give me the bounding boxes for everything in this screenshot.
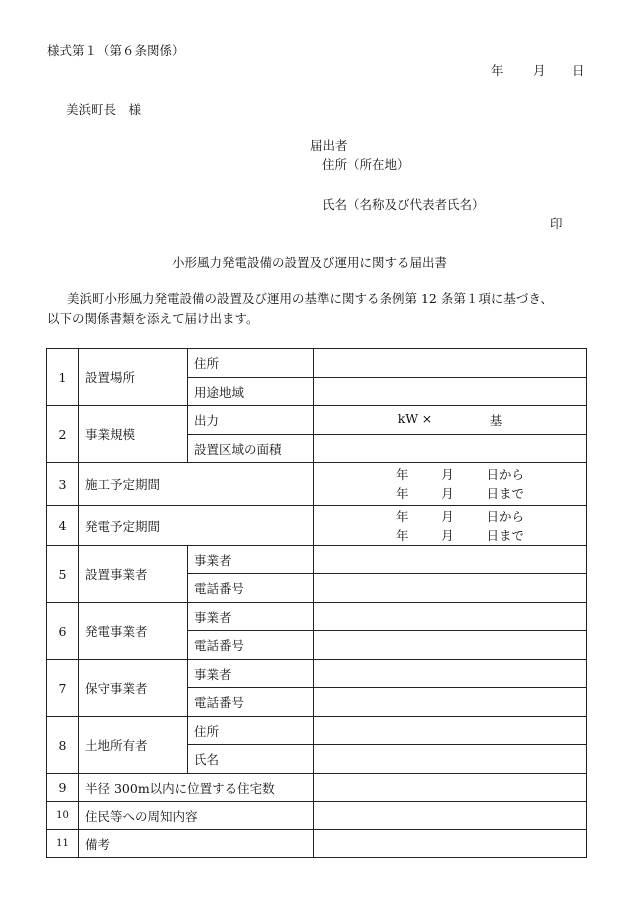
row-6-number: 6 [47,603,79,660]
row-4-value-period[interactable]: 年 月 日から 年 月 日まで [314,506,587,546]
row-11-number: 11 [47,830,79,858]
row-1-number: 1 [47,349,79,406]
addressee: 美浜町長 様 [66,102,142,117]
row-9-label: 半径 300m以内に位置する住宅数 [79,774,314,802]
row-2-value-output[interactable] [314,406,587,435]
row-1-sub-address: 住所 [188,349,314,378]
row-2-value-area[interactable] [314,435,587,463]
row-8-number: 8 [47,717,79,774]
row-9-value[interactable] [314,774,587,802]
row-11-label: 備考 [79,830,314,858]
row-7-value-operator[interactable] [314,660,587,688]
row-4-label: 発電予定期間 [79,506,314,546]
applicant-address-label: 住所（所在地） [322,157,410,172]
unit-kw: kW [397,411,419,426]
row-2-sub-output: 出力 [188,406,314,435]
row-6-value-phone[interactable] [314,631,587,660]
row-3-label: 施工予定期間 [79,463,314,506]
row-2-label: 事業規模 [79,406,188,463]
row-6-sub-operator: 事業者 [188,603,314,631]
row-10-value[interactable] [314,802,587,830]
row-4-number: 4 [47,506,79,546]
row-6-value-operator[interactable] [314,603,587,631]
date-month-label: 月 [533,63,546,78]
row-7-number: 7 [47,660,79,717]
row-10-number: 10 [47,802,79,830]
unit-ki: 基 [489,413,503,428]
document-title: 小形風力発電設備の設置及び運用に関する届出書 [172,255,448,270]
row-10-label: 住民等への周知内容 [79,802,314,830]
form-number: 様式第１（第６条関係） [47,43,185,58]
row-5-value-phone[interactable] [314,574,587,603]
row-5-value-operator[interactable] [314,546,587,574]
row-8-label: 土地所有者 [79,717,188,774]
row-8-value-name[interactable] [314,745,587,774]
row-5-number: 5 [47,546,79,603]
row-3-number: 3 [47,463,79,506]
row-5-label: 設置事業者 [79,546,188,603]
row-9-number: 9 [47,774,79,802]
row-6-sub-phone: 電話番号 [188,631,314,660]
row-8-sub-name: 氏名 [188,745,314,774]
applicant-name-label: 氏名（名称及び代表者氏名） [322,197,485,212]
row-11-value[interactable] [314,830,587,858]
row-1-label: 設置場所 [79,349,188,406]
row-7-value-phone[interactable] [314,688,587,717]
row-2-sub-area: 設置区域の面積 [188,435,314,463]
applicant-label: 届出者 [310,138,348,153]
row-3-value-period[interactable]: 年 月 日から 年 月 日まで [314,463,587,506]
row-1-sub-zoning: 用途地域 [188,378,314,406]
row-5-sub-phone: 電話番号 [188,574,314,603]
row-7-label: 保守事業者 [79,660,188,717]
row-6-label: 発電事業者 [79,603,188,660]
row-2-number: 2 [47,406,79,463]
date-year-label: 年 [491,63,504,78]
row-1-value-zoning[interactable] [314,378,587,406]
row-8-sub-address: 住所 [188,717,314,745]
intro-line-1: 美浜町小形風力発電設備の設置及び運用の基準に関する条例第 12 条第１項に基づき、 [67,291,553,306]
row-7-sub-operator: 事業者 [188,660,314,688]
row-5-sub-operator: 事業者 [188,546,314,574]
row-1-value-address[interactable] [314,349,587,378]
seal-mark: 印 [550,216,563,231]
times-sign: × [421,411,433,426]
intro-line-2: 以下の関係書類を添えて届け出ます。 [47,311,259,326]
row-8-value-address[interactable] [314,717,587,745]
application-table [46,348,587,858]
date-day-label: 日 [572,63,585,78]
row-7-sub-phone: 電話番号 [188,688,314,717]
